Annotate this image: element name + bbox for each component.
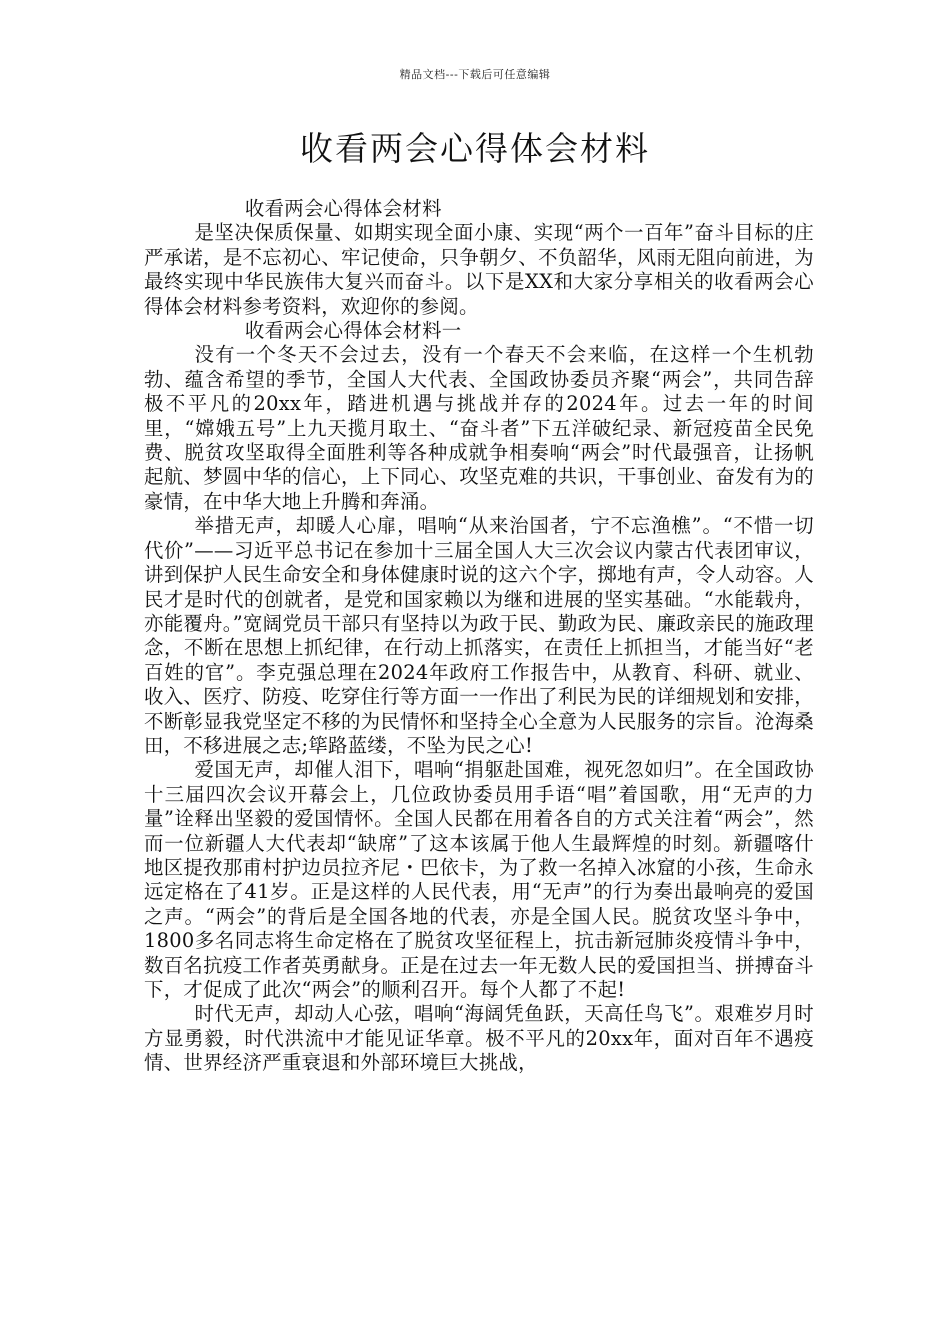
body-paragraph: 时代无声，却动人心弦，唱响“海阔凭鱼跃，天高任鸟飞”。艰难岁月时方显勇毅，时代洪流中才能见证华章。极不平凡的20xx年，面对百年不遇疫情、世界经济严重衰退和外部环境巨大挑战， xyxy=(144,1002,814,1075)
body-paragraph: 举措无声，却暖人心扉，唱响“从来治国者，宁不忘渔樵”。“不惜一切代价”——习近平总书记在参加十三届全国人大三次会议内蒙古代表团审议，讲到保护人民生命安全和身体健康时说的这六个字，掷地有声，令人动容。人民才是时代的创就者，是党和国家赖以为继和进展的坚实基础。“水能载舟，亦能覆舟。”宽阔党员干部只有坚持以为政于民、勤政为民、廉政亲民的施政理念，不断在思想上抓纪律，在行动上抓落实，在责任上抓担当，才能当好“老百姓的官”。李克强总理在2024年政府工作报告中，从教育、科研、就业、收入、医疗、防疫、吃穿住行等方面一一作出了利民为民的详细规划和安排，不断彰显我党坚定不移的为民情怀和坚持全心全意为人民服务的宗旨。沧海桑田，不移进展之志;筚路蓝缕，不坠为民之心! xyxy=(144,514,814,757)
page-header: 精品文档---下载后可任意编辑 xyxy=(399,68,551,81)
body-paragraph: 没有一个冬天不会过去，没有一个春天不会来临，在这样一个生机勃勃、蕴含希望的季节，全国人大代表、全国政协委员齐聚“两会”，共同告辞极不平凡的20xx年，踏进机遇与挑战并存的2024年。过去一年的时间里，“嫦娥五号”上九天揽月取土、“奋斗者”下五洋破纪录、新冠疫苗全民免费、脱贫攻坚取得全面胜利等各种成就争相奏响“两会”时代最强音，让扬帆起航、梦圆中华的信心，上下同心、攻坚克难的共识，干事创业、奋发有为的豪情，在中华大地上升腾和奔涌。 xyxy=(144,343,814,513)
intro-paragraph: 是坚决保质保量、如期实现全面小康、实现“两个一百年”奋斗目标的庄严承诺，是不忘初心、牢记使命，只争朝夕、不负韶华，风雨无阻向前进，为最终实现中华民族伟大复兴而奋斗。以下是XX和大家分享相关的收看两会心得体会材料参考资料，欢迎你的参阅。 xyxy=(144,221,814,318)
section-heading-one: 收看两会心得体会材料一 xyxy=(244,319,462,343)
body-paragraph: 爱国无声，却催人泪下，唱响“捐躯赴国难，视死忽如归”。在全国政协十三届四次会议开幕会上，几位政协委员用手语“唱”着国歌，用“无声的力量”诠释出坚毅的爱国情怀。全国人民都在用着各自的方式关注着“两会”，然而一位新疆人大代表却“缺席”了这本该属于他人生最辉煌的时刻。新疆喀什地区提孜那甫村护边员拉齐尼・巴依卡，为了救一名掉入冰窟的小孩，生命永远定格在了41岁。正是这样的人民代表，用“无声”的行为奏出最响亮的爱国之声。“两会”的背后是全国各地的代表，亦是全国人民。脱贫攻坚斗争中，1800多名同志将生命定格在了脱贫攻坚征程上，抗击新冠肺炎疫情斗争中，数百名抗疫工作者英勇献身。正是在过去一年无数人民的爱国担当、拼搏奋斗下，才促成了此次“两会”的顺利召开。每个人都了不起! xyxy=(144,758,814,1001)
section-heading-intro: 收看两会心得体会材料 xyxy=(244,197,442,220)
document-title: 收看两会心得体会材料 xyxy=(300,129,650,168)
document-body xyxy=(144,197,814,1076)
